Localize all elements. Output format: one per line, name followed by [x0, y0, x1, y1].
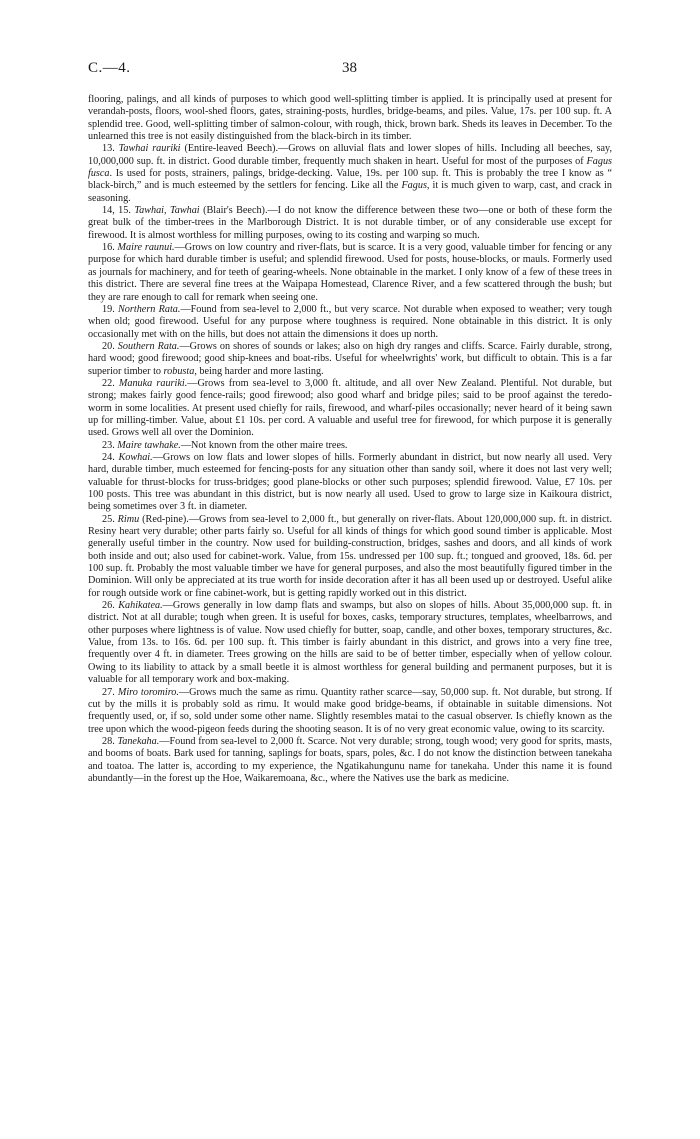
- species-name: Rimu: [117, 513, 140, 525]
- species-name: Kowhai.: [118, 451, 153, 463]
- entry-number: 16.: [102, 242, 115, 254]
- paragraph-text: —Grows from sea-level to 3,000 ft. altitude, and all over New Zealand. Plentiful. Not durable, but strong; makes fairly good fence-rails; good firewood; also good wharf and bridge piles; said to be proof against the teredo-worm in some localities. At present used chiefly for rails, firewood, and wharf-piles occasionally; never heard of it being sawn up for milling-timber. Value, about £1 10s. per cord. A valuable and useful tree for firewood, for which purpose it is generally used. Grows well all over the Dominion.: [88, 377, 612, 439]
- species-name: Tawhai rauriki: [118, 143, 181, 155]
- paragraph: [88, 687, 612, 736]
- paragraph-text: —Grows on low country and river-flats, but is scarce. It is a very good, valuable timber for fencing or any purpose for which hard durable timber is useful; and splendid firewood. Used for posts, house-blocks, or mauls. Formerly used as journals for machinery, and for teeth of gearing-wheels. None obtainable in the market. I only know of a few of these trees in this district. There are several fine trees at the Waipapa Homestead, Clarence River, and a few scattered through the bush; but they are rare enough to call for remark when seeing one.: [88, 242, 613, 303]
- paragraph-text: (Red-pine).—Grows from sea-level to 2,000 ft., but generally on river-flats. About 120,000,000 sup. ft. in district. Resiny heart very durable; other parts fairly so. Useful for all kinds of things for which good sound timber is applicable. Most generally useful timber in the country. Now used for building-construction, bridges, sashes and doors, and all kinds of work both inside and out; also used for cabinet-work. Value, from 15s. undressed per 100 sup. ft.; tongued and grooved, 18s. 6d. per 100 sup. ft. Probably the most valuable timber we have for general purposes, and also the most beautifully figured timber in the Dominion. Will only be appreciated at its true worth for inside decoration after it has all been used up or destroyed. Useful alike for rough outside work or fine cabinet-work, but is getting rapidly worked out in this district.: [88, 513, 612, 599]
- species-name: Tawhai, Tawhai: [134, 205, 200, 217]
- paragraph-text: —Grows generally in low damp flats and swamps, but also on slopes of hills. About 35,000,000 sup. ft. in district. Not at all durable; tough when green. It is useful for boxes, casks, temporary structures, templates, wheelbarrows, and other purposes where lightness is of value. Now used chiefly for butter, soap, candle, and other boxes, temporary structures, &c. Value, from 13s. to 16s. 6d. per 100 sup. ft. This timber is fairly abundant in this district, and grows into a very fine tree, frequently over 4 ft. in diameter. Trees growing on the hills are said to be of better timber, especially when of yellow colour. Owing to its liability to attack by a small beetle it is almost worthless for general building and permanent purposes, but it is valuable for all temporary work and box-making.: [88, 600, 613, 686]
- entry-number: 27.: [102, 686, 115, 698]
- paragraph: [88, 242, 612, 304]
- paragraph: [88, 94, 612, 143]
- paragraph-text: —Found from sea-level to 2,000 ft., but very scarce. Not durable when exposed to weather; very tough when old; good firewood. Useful for any purpose where toughness is required. None obtainable in this district. It is only occasionally met with on the hills, but does not attain the dimensions it does up north.: [88, 303, 612, 340]
- entry-number: 22.: [102, 377, 115, 389]
- species-name: Tanekaha.: [117, 735, 160, 747]
- species-name: Southern Rata.: [117, 340, 180, 352]
- paragraph-text: (Blair's Beech).—I do not know the difference between these two—one or both of these form the great bulk of the timber-trees in the Marlborough District. It is not durable timber, or of any considerable use except for firewood. It is almost worthless for milling purposes, owing to its costing and warping so much.: [88, 205, 613, 241]
- paragraph-text: —Grows on low flats and lower slopes of hills. Formerly abundant in district, but now nearly all used. Very hard, durable timber, much esteemed for fencing-posts for any situation other than sandy soil, where it does not last very well; valuable for thrust-blocks for truss-bridges; good plane-blocks or other such purposes; splendid firewood. Value, £7 10s. per 100 posts. This tree was abundant in this district, but is now nearly all used. Used to grow to large size in Kaikoura district, being sometimes over 3 ft. in diameter.: [88, 451, 613, 513]
- paragraph-text: —Grows on shores of sounds or lakes; also on high dry ranges and cliffs. Scarce. Fairly durable, strong, hard wood; good firewood; good ship-knees and boat-ribs. Useful for wheelwrights' work, but difficult to obtain. This is a far superior timber to robusta, being harder and more lasting.: [88, 340, 613, 377]
- species-name: Miro toromiro.: [117, 686, 179, 698]
- page-header: [88, 60, 612, 80]
- paragraph-text: —Found from sea-level to 2,000 ft. Scarce. Not very durable; strong, tough wood; very good for sprits, masts, and booms of boats. Bark used for tanning, saplings for boats, spars, poles, &c. I do not know the distinction between tanekaha and toatoa. The latter is, according to my experience, the Ngatikahungunu name for tanekaha. Under this name it is found abundantly—in the forest up the Hoe, Waikaremoana, &c., where the Natives use the bark as medicine.: [88, 735, 612, 784]
- species-name: Kahikatea.: [118, 600, 163, 612]
- paragraph: [88, 452, 612, 514]
- paragraph: [88, 304, 612, 341]
- entry-number: 25.: [102, 513, 115, 525]
- paragraph: [88, 143, 612, 205]
- entry-number: 24.: [102, 451, 115, 463]
- paragraph: [88, 341, 612, 378]
- species-name: Maire tawhake.: [117, 439, 181, 451]
- paragraph: [88, 378, 612, 440]
- paragraph-text: —Not known from the other maire trees.: [180, 439, 348, 451]
- paragraph: [88, 600, 612, 686]
- paragraph-text: flooring, palings, and all kinds of purposes to which good well-splitting timber is applied. It is principally used at present for verandah-posts, floors, wool-shed floors, gates, straining-posts, hurdles, bridge-beams, and piles. Value, 17s. per 100 sup. ft. A splendid tree. Good, well-splitting timber of salmon-colour, with rough, thick, brown bark. Sheds its leaves in December. To the unlearned this tree is not easily distinguished from the black-birch in its timber.: [88, 94, 612, 143]
- entry-number: 26.: [102, 600, 115, 612]
- entry-number: 28.: [102, 735, 115, 747]
- paragraph-text: —Grows much the same as rimu. Quantity rather scarce—say, 50,000 sup. ft. Not durable, but strong. If cut by the mills it is probably sold as rimu. It would make good bridge-beams, if obtainable in suitable dimensions. Not frequently used, or, if so, sold under some other name. Slightly resembles matai to the casual observer. Is chiefly known as the tree upon which the wood-pigeon feeds during the shooting season. It is of no very great economic value, owing to its scarcity.: [88, 686, 613, 735]
- entry-number: 14, 15.: [102, 205, 131, 217]
- paragraph: [88, 440, 612, 452]
- species-name: Manuka rauriki.: [118, 377, 188, 389]
- document-reference: C.—4.: [88, 60, 131, 76]
- entry-number: 19.: [102, 303, 115, 315]
- entry-number: 23.: [102, 439, 115, 451]
- paragraph: [88, 736, 612, 785]
- species-name: Maire raunui.: [117, 242, 175, 254]
- species-name: Northern Rata.: [118, 303, 181, 315]
- page-number: 38: [342, 60, 357, 76]
- entry-number: 13.: [102, 143, 115, 155]
- paragraph: [88, 205, 612, 242]
- paragraph-text: (Entire-leaved Beech).—Grows on alluvial flats and lower slopes of hills. Including all beeches, say, 10,000,000 sup. ft. in district. Good durable timber, frequently much shaken in heart. Useful for most of the purposes of Fagus fusca. Is used for posts, strainers, palings, bridge-decking. Value, 19s. per 100 sup. ft. This is probably the tree I know as “ black-birch,” and is much esteemed by the settlers for fencing. Like all the Fagus, it is much given to warp, cast, and crack in seasoning.: [88, 143, 613, 204]
- entry-number: 20.: [102, 340, 115, 352]
- paragraph: [88, 514, 612, 600]
- body-text: [88, 94, 612, 785]
